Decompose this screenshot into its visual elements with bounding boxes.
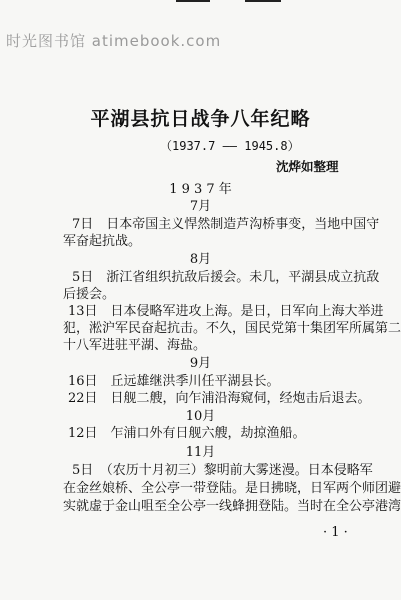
top-edge-mark	[245, 0, 281, 2]
text-line: 后援会。	[63, 287, 116, 302]
text-line: 5日 浙江省组织抗敌后援会。未几，平湖县成立抗敌	[72, 270, 380, 285]
month-heading: 10月	[185, 409, 216, 424]
text-line: 在金丝娘桥、全公亭一带登陆。是日拂晓，日军两个师团避	[63, 481, 401, 496]
text-line: 军奋起抗战。	[63, 234, 142, 249]
top-edge-mark	[176, 0, 210, 2]
text-line: 5日 （农历十月初三）黎明前大雾迷漫。日本侵略军	[72, 463, 373, 478]
month-heading: 8月	[189, 252, 212, 267]
text-line: 犯，淞沪军民奋起抗击。不久，国民党第十集团军所属第二	[63, 321, 401, 336]
text-line: 13日 日本侵略军进攻上海。是日，日军向上海大举进	[68, 304, 384, 319]
month-heading: 9月	[189, 356, 212, 371]
text-line: 十八军进驻平湖、海盐。	[63, 338, 207, 353]
text-line: 12日 乍浦口外有日舰六艘，劫掠渔船。	[68, 426, 306, 441]
month-heading: 11月	[185, 445, 216, 460]
text-line: 7日 日本帝国主义悍然制造芦沟桥事变，当地中国守	[72, 217, 380, 232]
text-line: 16日 丘远雄继洪季川任平湖县长。	[68, 374, 280, 389]
page-top-edge	[0, 0, 401, 8]
page-title: 平湖县抗日战争八年纪略	[90, 108, 311, 130]
text-line: 实就虚于金山咀至全公亭一线蜂拥登陆。当时在全公亭港湾	[63, 499, 401, 514]
text-line: 22日 日舰二艘，向乍浦沿海窥伺，经炮击后退去。	[68, 391, 371, 406]
page-number: · 1 ·	[323, 525, 348, 540]
date-range: （1937.7 —— 1945.8）	[160, 139, 300, 153]
compiler-credit: 沈烨如整理	[276, 159, 339, 174]
watermark: 时光图书馆 atimebook.com	[6, 32, 222, 50]
month-heading: 7月	[189, 199, 212, 214]
year-heading: 1 9 3 7 年	[169, 182, 232, 197]
